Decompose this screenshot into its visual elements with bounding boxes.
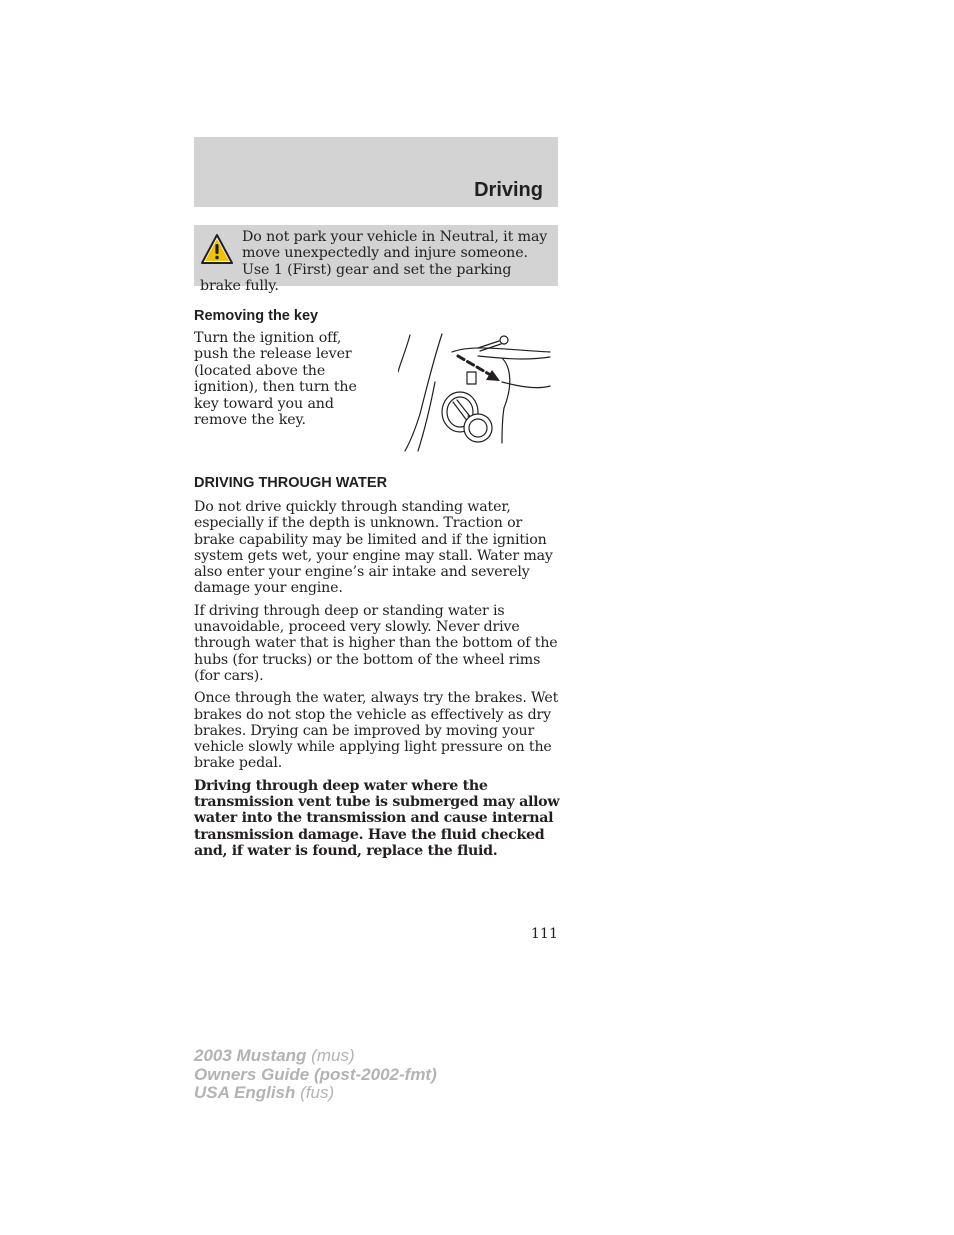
footer-guide: Owners Guide (post-2002-fmt) — [194, 1064, 437, 1084]
removing-key-heading: Removing the key — [194, 308, 319, 324]
water-paragraph: If driving through deep or standing water is unavoidable, proceed very slowly. Never drive through water that is higher than the bottom of the hubs (for trucks) or the bottom of the wheel rims (for cars). — [194, 602, 558, 684]
driving-through-water-heading: DRIVING THROUGH WATER — [194, 475, 388, 491]
water-paragraph: Once through the water, always try the brakes. Wet brakes do not stop the vehicle as effectively as dry brakes. Drying can be improved by moving your vehicle slowly while applying light pressure on the brake pedal. — [194, 690, 559, 772]
ignition-key-illustration — [398, 328, 556, 452]
water-body-text — [194, 499, 560, 865]
transmission-warning-paragraph: Driving through deep water where the transmission vent tube is submerged may allow water into the transmission and cause internal transmission damage. Have the fluid checked and, if water is found, replace the fluid. — [194, 777, 560, 859]
removing-key-text: Turn the ignition off, push the release lever (located above the ignition), then turn the key toward you and remove the key. — [194, 330, 357, 429]
document-footer — [194, 1047, 437, 1103]
warning-triangle-icon — [200, 232, 234, 266]
footer-line-guide — [194, 1066, 437, 1085]
footer-model-code: (mus) — [311, 1046, 355, 1065]
warning-box — [194, 225, 558, 295]
footer-line-language — [194, 1084, 437, 1103]
footer-language-code: (fus) — [300, 1083, 335, 1103]
footer-model: 2003 Mustang — [194, 1046, 307, 1065]
section-title: Driving — [474, 179, 543, 201]
footer-line-model — [194, 1047, 437, 1066]
footer-language: USA English — [194, 1083, 296, 1103]
section-header-band — [194, 137, 558, 207]
water-paragraph: Do not drive quickly through standing water, especially if the depth is unknown. Traction or brake capability may be limited and if the ignition system gets wet, your engine may stall. Water may also enter your engine’s air intake and severely damage your engine. — [194, 499, 553, 597]
warning-text: Do not park your vehicle in Neutral, it may move unexpectedly and injure someone. Use 1 (First) gear and set the parking brake fully. — [200, 229, 548, 295]
page-number: 111 — [530, 926, 558, 942]
